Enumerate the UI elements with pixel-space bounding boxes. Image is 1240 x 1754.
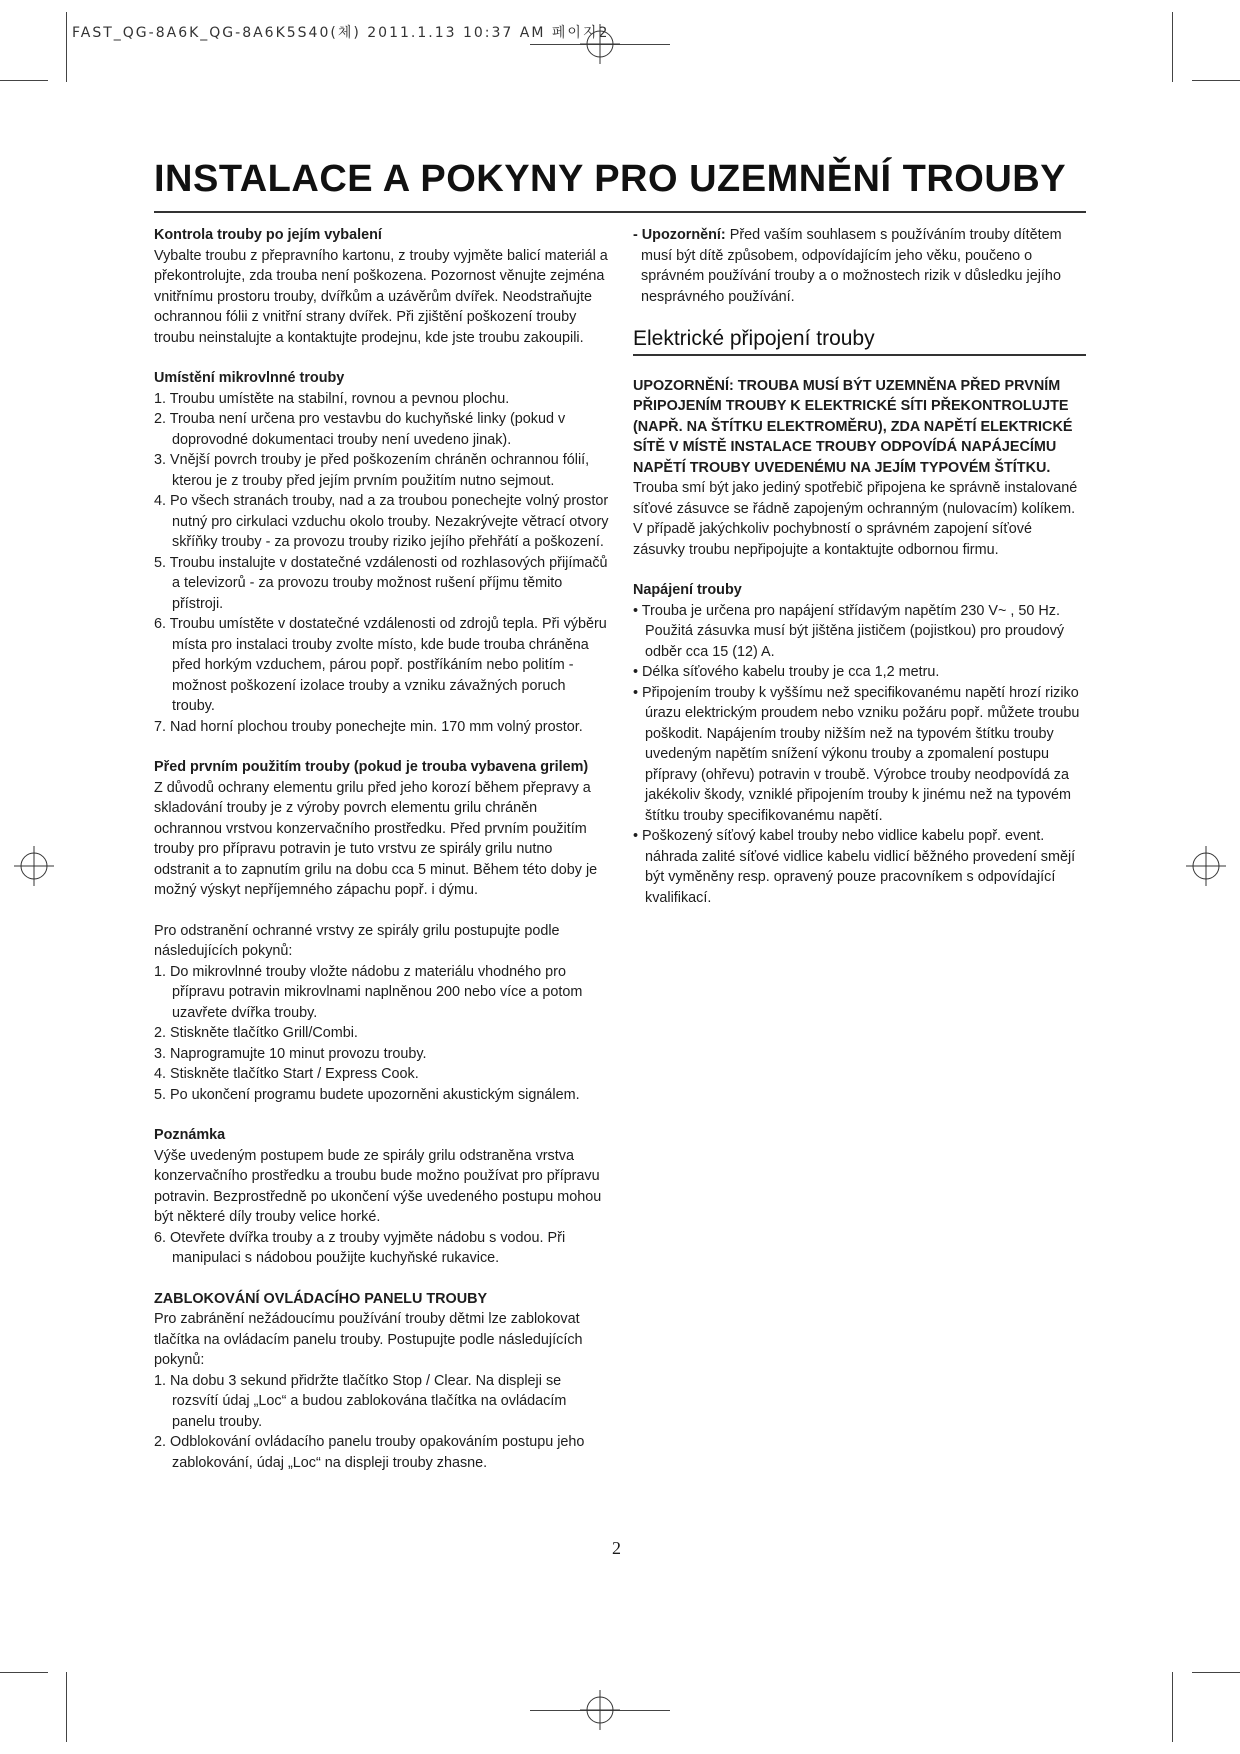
crop-mark bbox=[0, 80, 48, 81]
registration-mark-top bbox=[580, 24, 620, 64]
placement-heading: Umístění mikrovlnné trouby bbox=[154, 370, 345, 386]
child-warning bbox=[633, 225, 1086, 307]
placement-item: 5. Troubu instalujte v dostatečné vzdálenosti od rozhlasových přijímačů a televizorů - za provozu trouby možnost rušení příjmu těmito přístroji. bbox=[154, 554, 608, 612]
warning-label: - Upozornění: bbox=[633, 227, 726, 243]
registration-mark-left bbox=[14, 846, 54, 886]
registration-mark-bottom bbox=[580, 1690, 620, 1730]
warning-text: Před vaším souhlasem s používáním trouby dítětem musí být dítě způsobem, odpovídajícím jeho věku, poučeno o správném používání trouby a o možnostech rizik v důsledku jejího nesprávného používání. bbox=[641, 227, 1062, 305]
crop-mark bbox=[1172, 12, 1173, 82]
lock-heading: ZABLOKOVÁNÍ OVLÁDACÍHO PANELU TROUBY bbox=[154, 1290, 488, 1307]
power-item: • Trouba je určena pro napájení střídavým napětím 230 V~ , 50 Hz. Použitá zásuvka musí být jištěna jističem (pojistkou) pro proudový odběr cca 15 (12) A. bbox=[633, 602, 1065, 660]
power-heading: Napájení trouby bbox=[633, 582, 742, 598]
power-item: • Připojením trouby k vyššímu než specifikovanému napětí hrozí riziko úrazu elektrickým proudem nebo vzniku požáru popř. můžete troubu poškodit. Napájením trouby nižším než na typovém štítku trouby uvedeným napětím snížení výkonu trouby a zpomalení postupu přípravy (ohřevu) potravin v troubě. Výrobce trouby neodpovídá za jakékoliv škody, vzniklé připojením trouby k jinému než na typovém štítku trouby specifikovanému napětí. bbox=[633, 684, 1080, 824]
check-heading: Kontrola trouby po jejím vybalení bbox=[154, 227, 382, 243]
electric-warning-caps: UPOZORNĚNÍ: TROUBA MUSÍ BÝT UZEMNĚNA PŘED PRVNÍM PŘIPOJENÍM TROUBY K ELEKTRICKÉ SÍTI PŘEKONTROLUJTE (NAPŘ. NA ŠTÍTKU ELEKTROMĚRU), ZDA NAPĚTÍ ELEKTRICKÉ SÍTĚ V MÍSTĚ INSTALACE TROUBY ODPOVÍDÁ NAPÁJECÍMU NAPĚTÍ TROUBY UVEDENÉMU NA JEJÍM TYPOVÉM ŠTÍTKU. bbox=[633, 377, 1073, 476]
removal-item: 4. Stiskněte tlačítko Start / Express Cook. bbox=[154, 1066, 419, 1082]
lock-text: Pro zabránění nežádoucímu používání trouby dětmi lze zablokovat tlačítka na ovládacím panelu trouby. Postupujte podle následujících pokynů: bbox=[154, 1311, 583, 1368]
placement-list bbox=[154, 389, 609, 738]
power-item: • Poškozený síťový kabel trouby nebo vidlice kabelu popř. event. náhrada zalité síťové vidlice kabelu vidlicí běžného provedení smějí být vyměněny resp. opravený pouze pracovníkem s odpovídající kvalifikací. bbox=[633, 828, 1076, 906]
lock-item: 1. Na dobu 3 sekund přidržte tlačítko Stop / Clear. Na displeji se rozsvítí údaj „Loc“ a budou zablokována tlačítka na ovládacím panelu trouby. bbox=[154, 1372, 567, 1430]
placement-item: 1. Troubu umístěte na stabilní, rovnou a pevnou plochu. bbox=[154, 390, 510, 407]
lock-item: 2. Odblokování ovládacího panelu trouby opakováním postupu jeho zablokování, údaj „Loc“ na displeji trouby zhasne. bbox=[154, 1434, 585, 1471]
crop-mark bbox=[1172, 1672, 1173, 1742]
power-list bbox=[633, 601, 1086, 909]
placement-item: 3. Vnější povrch trouby je před poškozením chráněn ochrannou fólií, kterou je z trouby před jejím prvním použitím nutno sejmout. bbox=[154, 452, 590, 489]
crop-mark bbox=[0, 1672, 48, 1673]
placement-item: 4. Po všech stranách trouby, nad a za troubou ponechejte volný prostor nutný pro cirkulaci vzduchu okolo trouby. Nezakrývejte větrací otvory skříňky trouby - za provozu trouby riziko jejího přehřátí a poškození. bbox=[154, 493, 609, 550]
check-text: Vybalte troubu z přepravního kartonu, z trouby vyjměte balicí materiál a překontrolujte, zda trouba není poškozena. Pozornost věnujte zejména vnitřnímu prostoru trouby, dvířkům a uzávěrům dvířek. Neodstraňujte ochrannou fólii z vnitřní strany dvířek. Při zjištění poškození trouby troubu neinstalujte a kontaktujte prodejnu, kde jste troubu zakoupili. bbox=[154, 247, 608, 346]
lock-list bbox=[154, 1371, 609, 1474]
print-header: FAST_QG-8A6K_QG-8A6K5S40(체) 2011.1.13 10:37 AM 페이지2 bbox=[72, 25, 610, 41]
removal-list bbox=[154, 962, 609, 1106]
electric-heading: Elektrické připojení trouby bbox=[633, 329, 1086, 356]
title-rule bbox=[154, 211, 1086, 213]
removal-intro: Pro odstranění ochranné vrstvy ze spirály grilu postupujte podle následujících pokynů: bbox=[154, 922, 560, 959]
removal-item: 1. Do mikrovlnné trouby vložte nádobu z materiálu vhodného pro přípravu potravin mikrovlnami naplněnou 200 nebo více a potom uzavřete dvířka trouby. bbox=[154, 963, 583, 1021]
removal-item: 5. Po ukončení programu budete upozorněni akustickým signálem. bbox=[154, 1086, 580, 1103]
grill-text: Z důvodů ochrany elementu grilu před jeho korozí během přepravy a skladování trouby je z výroby povrch elementu grilu chráněn ochrannou vrstvou konzervačního prostředku. Před prvním použitím trouby pro přípravu potravin je tuto vrstvu ze spirály grilu nutno odstranit a to zapnutím grilu na dobu cca 5 minut. Během této doby je možný výskyt nepříjemného zápachu popř. i dýmu. bbox=[154, 779, 598, 898]
placement-item: 6. Troubu umístěte v dostatečné vzdálenosti od zdrojů tepla. Při výběru místa pro instalaci trouby zvolte místo, kde bude trouba chráněna před horkým vzduchem, párou popř. postříkáním nebo politím - možnost poškození izolace trouby a vzniku závažných poruch trouby. bbox=[154, 616, 607, 714]
crop-mark bbox=[1192, 80, 1240, 81]
placement-item: 2. Trouba není určena pro vestavbu do kuchyňské linky (pokud v doprovodné dokumentaci trouby není uvedeno jinak). bbox=[154, 411, 566, 448]
right-column bbox=[633, 225, 1086, 908]
crop-mark bbox=[66, 12, 67, 82]
registration-mark-right bbox=[1186, 846, 1226, 886]
note-text: Výše uvedeným postupem bude ze spirály grilu odstraněna vrstva konzervačního prostředku a troubu bude možno používat pro přípravu potravin. Bezprostředně po ukončení výše uvedeného postupu mohou být některé díly trouby velice horké. bbox=[154, 1147, 602, 1225]
left-column bbox=[154, 225, 609, 1473]
page-title: INSTALACE A POKYNY PRO UZEMNĚNÍ TROUBY bbox=[154, 158, 1067, 200]
removal-item: 2. Stiskněte tlačítko Grill/Combi. bbox=[154, 1025, 358, 1041]
note-heading: Poznámka bbox=[154, 1127, 226, 1143]
note-item: 6. Otevřete dvířka trouby a z trouby vyjměte nádobu s vodou. Při manipulaci s nádobou použijte kuchyňské rukavice. bbox=[154, 1229, 566, 1266]
crop-mark bbox=[1192, 1672, 1240, 1673]
grill-heading: Před prvním použitím trouby (pokud je trouba vybavena grilem) bbox=[154, 759, 589, 775]
electric-text: Trouba smí být jako jediný spotřebič připojena ke správně instalované síťové zásuvce se řádně zapojeným ochranným (nulovacím) kolíkem. V případě jakýchkoliv pochybností o správném zapojení síťové zásuvky troubu nepřipojujte a kontaktujte odbornou firmu. bbox=[633, 480, 1078, 558]
removal-item: 3. Naprogramujte 10 minut provozu trouby. bbox=[154, 1045, 427, 1062]
crop-mark bbox=[66, 1672, 67, 1742]
placement-item: 7. Nad horní plochou trouby ponechejte min. 170 mm volný prostor. bbox=[154, 718, 583, 735]
power-item: • Délka síťového kabelu trouby je cca 1,2 metru. bbox=[633, 664, 940, 680]
page-number: 2 bbox=[612, 1538, 621, 1558]
